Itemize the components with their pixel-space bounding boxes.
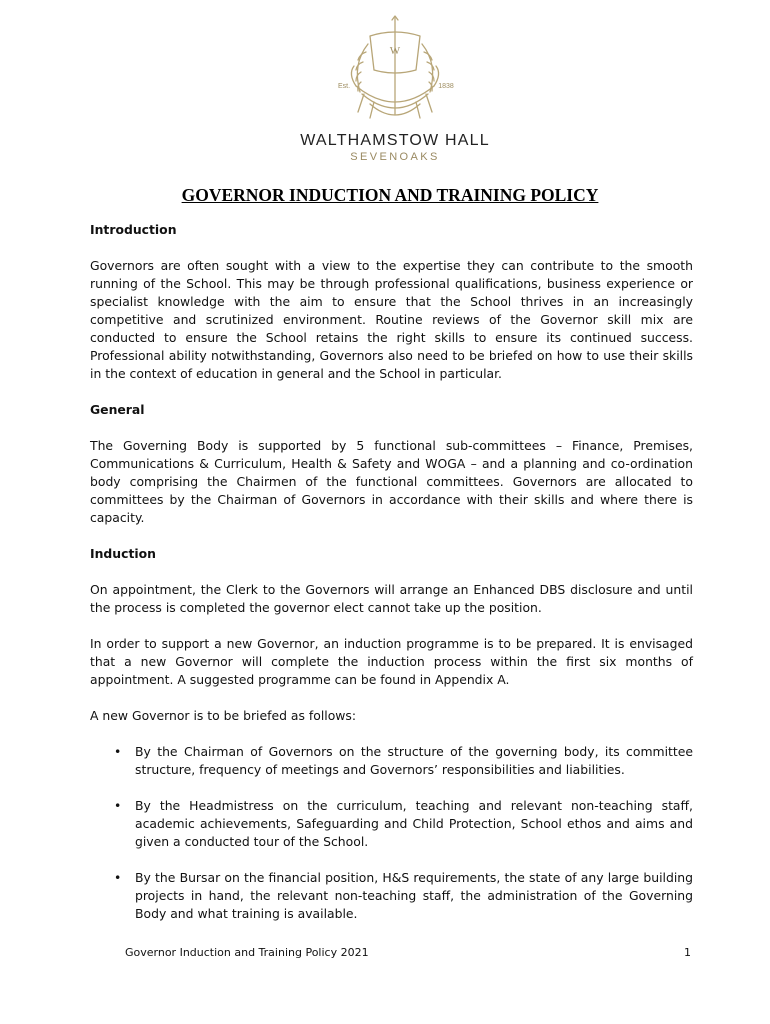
list-item-text: By the Bursar on the financial position, H&S requirements, the state of any large building projects in hand, the relevant non-teaching staff, the administration of the Governing Body and what training is available. [135, 870, 693, 921]
bullet-icon: • [114, 870, 122, 885]
briefing-bullet-list [90, 743, 693, 923]
introduction-paragraph: Governors are often sought with a view to the expertise they can contribute to the smooth running of the School. This may be through professional qualifications, business experience or specialist knowledge with the aim to ensure that the School thrives in an increasingly competitive and scrutinized environment. Routine reviews of the Governor skill mix are conducted to ensure the School retains the right skills to ensure its continued success. Professional ability notwithstanding, Governors also need to be briefed on how to use their skills in the context of education in general and the School in particular. [90, 258, 693, 381]
list-item [90, 797, 693, 851]
list-item-text: By the Chairman of Governors on the structure of the governing body, its committee structure, frequency of meetings and Governors’ responsibilities and liabilities. [135, 744, 693, 777]
school-town: SEVENOAKS [350, 151, 440, 163]
footer-page-number: 1 [684, 946, 691, 959]
crest-est-label: Est. [337, 83, 351, 90]
section-heading-induction: Induction [90, 546, 156, 561]
crest-monogram: W [389, 45, 401, 57]
list-item-text: By the Headmistress on the curriculum, teaching and relevant non-teaching staff, academic achievements, Safeguarding and Child Protection, School ethos and aims and given a conducted tour of the School. [135, 798, 693, 849]
document-title: GOVERNOR INDUCTION AND TRAINING POLICY [181, 185, 599, 205]
school-crest-logo [330, 14, 460, 136]
school-name: WALTHAMSTOW HALL [300, 132, 490, 149]
section-heading-introduction: Introduction [90, 222, 177, 237]
bullet-icon: • [114, 744, 122, 759]
general-paragraph: The Governing Body is supported by 5 functional sub-committees – Finance, Premises, Communications & Curriculum, Health & Safety and WOGA – and a planning and co-ordination body comprising the Chairmen of the functional committees. Governors are allocated to committees by the Chairman of Governors in accordance with their skills and where there is capacity. [90, 438, 693, 525]
document-body [90, 221, 693, 941]
section-heading-general: General [90, 402, 145, 417]
list-item [90, 743, 693, 779]
list-item [90, 869, 693, 923]
crest-year-label: 1838 [438, 83, 454, 90]
footer-document-name: Governor Induction and Training Policy 2021 [125, 946, 369, 959]
induction-paragraph-dbs: On appointment, the Clerk to the Governors will arrange an Enhanced DBS disclosure and until the process is completed the governor elect cannot take up the position. [90, 582, 693, 615]
bullet-icon: • [114, 798, 122, 813]
induction-paragraph-programme: In order to support a new Governor, an induction programme is to be prepared. It is envisaged that a new Governor will complete the induction process within the first six months of appointment. A suggested programme can be found in Appendix A. [90, 636, 693, 687]
induction-paragraph-briefing-intro: A new Governor is to be briefed as follows: [90, 708, 357, 723]
